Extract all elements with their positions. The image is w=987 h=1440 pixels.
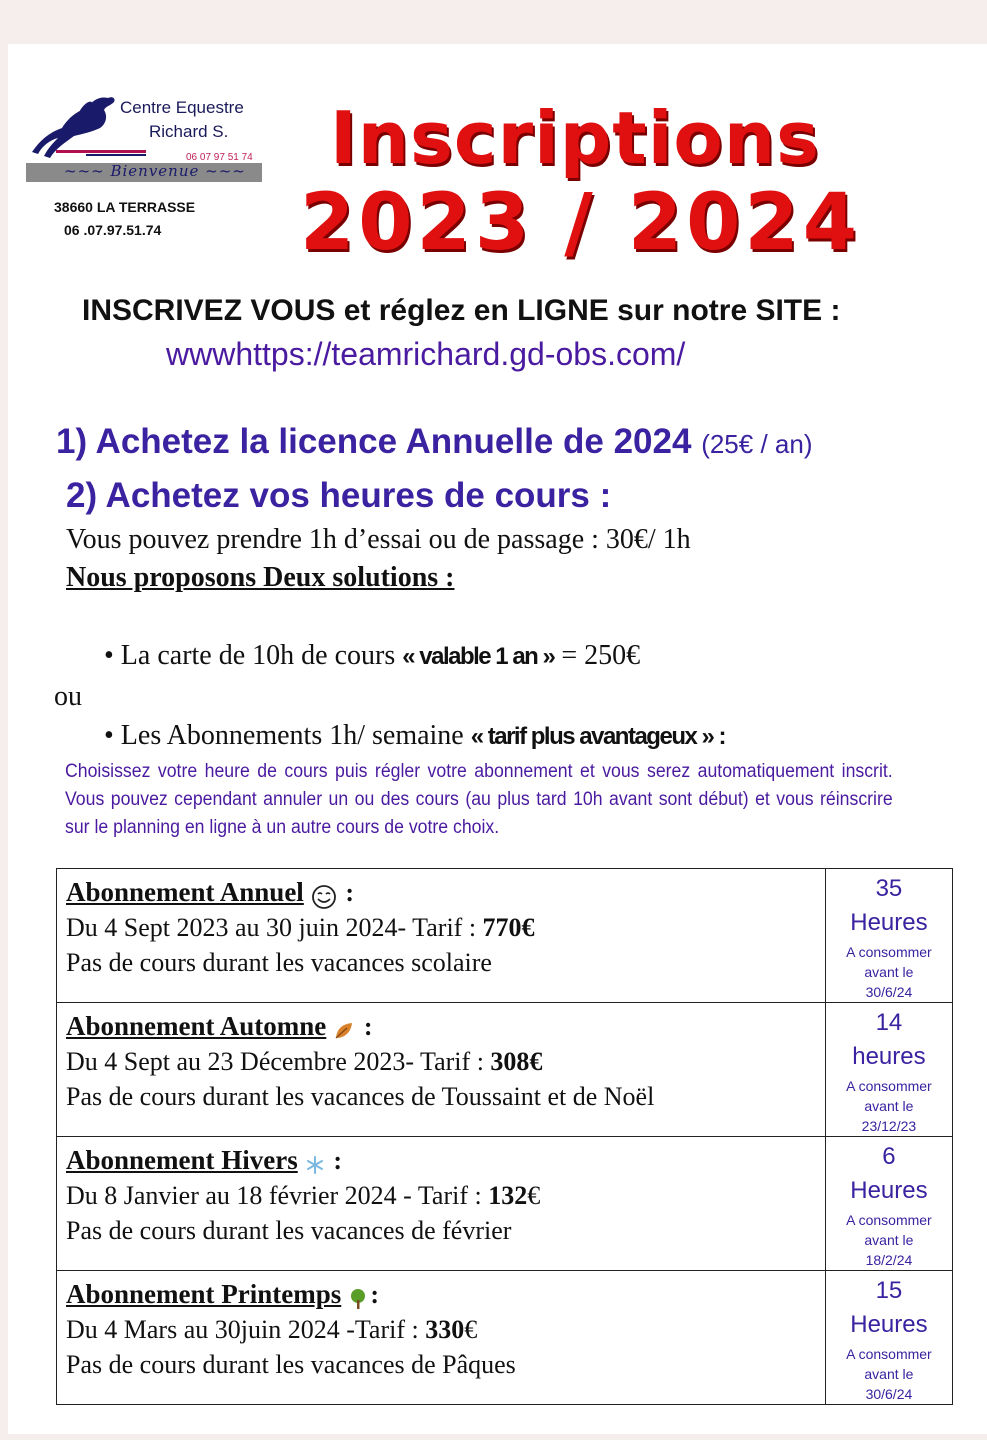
before-label: avant le (864, 964, 914, 980)
option-subscriptions-note: « tarif plus avantageux » : (470, 723, 725, 750)
option-card-price: = 250€ (554, 640, 641, 671)
period-text: Du 8 Janvier au 18 février 2024 - Tarif : (66, 1181, 489, 1210)
subscription-description (57, 1271, 826, 1405)
option-card-label: • La carte de 10h de cours (104, 640, 403, 671)
website-link[interactable]: wwwhttps://teamrichard.gd-obs.com/ (166, 336, 686, 372)
subscription-title: Abonnement Automne (66, 1011, 327, 1041)
expiry-date: 30/6/24 (865, 1386, 913, 1402)
subscription-hours (825, 1271, 952, 1405)
subscription-title: Abonnement Annuel (66, 877, 304, 907)
register-online-text: INSCRIVEZ VOUS et réglez en LIGNE sur notre SITE : (82, 294, 841, 327)
subscription-description (57, 1003, 826, 1137)
step-1-price: (25€ / an) (701, 429, 813, 459)
title-colon: : (357, 1012, 373, 1041)
subscription-price: 308€ (490, 1047, 543, 1076)
subscription-description (57, 1137, 826, 1271)
subscription-row (57, 1137, 953, 1271)
address-city: 38660 LA TERRASSE (54, 199, 196, 215)
subscription-period (66, 1178, 825, 1213)
subscription-note: Pas de cours durant les vacances de Pâques (66, 1350, 516, 1379)
price-unit: € (527, 1181, 541, 1210)
subscription-title: Abonnement Hivers (66, 1145, 298, 1175)
title-colon: : (338, 878, 355, 907)
subscription-details: Choisissez votre heure de cours puis régler votre abonnement et vous serez automatiquement inscrit. Vous pouvez cependant annuler un ou des cours (au plus tard 10h avant sont début) et vous réinscrire sur le planning en ligne à un autre cours de votre choix. (65, 761, 893, 838)
expiry-date: 23/12/23 (861, 1118, 917, 1134)
before-label: avant le (864, 1098, 914, 1114)
hours-count: 15 (875, 1277, 903, 1304)
subscription-row (57, 1003, 953, 1137)
trial-lesson-text: Vous pouvez prendre 1h d’essai ou de passage : 30€/ 1h (66, 524, 691, 555)
tree-icon (346, 1288, 370, 1307)
subscription-note: Pas de cours durant les vacances scolaire (66, 948, 492, 977)
subscription-description (57, 869, 826, 1003)
subscription-period (66, 910, 825, 945)
before-label: avant le (864, 1366, 914, 1382)
consume-label: A consommer (846, 1212, 932, 1228)
flyer-page (8, 44, 987, 1434)
subscription-note: Pas de cours durant les vacances de février (66, 1216, 512, 1245)
club-logo (26, 92, 266, 190)
leaf-icon (331, 1020, 357, 1039)
subscription-hours (825, 869, 952, 1003)
expiry-date: 18/2/24 (865, 1252, 913, 1268)
subscription-period (66, 1312, 825, 1347)
solutions-heading: Nous proposons Deux solutions : (66, 562, 455, 593)
smile-icon (309, 886, 339, 905)
step-1 (56, 422, 812, 462)
step-2: 2) Achetez vos heures de cours : (66, 476, 612, 515)
subscriptions-table (56, 868, 953, 1405)
expiry-date: 30/6/24 (865, 984, 913, 1000)
subscription-row (57, 1271, 953, 1405)
subscription-period (66, 1044, 825, 1079)
hours-label: Heures (850, 1311, 928, 1338)
title-colon: : (370, 1280, 380, 1309)
subscription-title: Abonnement Printemps (66, 1279, 342, 1309)
logo-title-line1: Centre Equestre (120, 98, 244, 117)
season-title: 2023 / 2024 (300, 178, 861, 268)
subscription-price: 330 (425, 1315, 465, 1344)
subscription-price: 770€ (482, 913, 535, 942)
period-text: Du 4 Sept au 23 Décembre 2023- Tarif : (66, 1047, 491, 1076)
or-separator: ou (54, 681, 82, 712)
hours-label: heures (852, 1043, 926, 1070)
subscription-hours (825, 1137, 952, 1271)
consume-label: A consommer (846, 1078, 932, 1094)
main-title: Inscriptions (330, 96, 820, 180)
consume-label: A consommer (846, 944, 932, 960)
hours-count: 14 (875, 1009, 903, 1036)
step-1-text: 1) Achetez la licence Annuelle de 2024 (56, 422, 702, 461)
subscription-row (57, 869, 953, 1003)
before-label: avant le (864, 1232, 914, 1248)
subscription-hours (825, 1003, 952, 1137)
price-unit: € (464, 1315, 478, 1344)
consume-label: A consommer (846, 1346, 932, 1362)
logo-title-line2: Richard S. (149, 122, 229, 141)
hours-label: Heures (850, 1177, 928, 1204)
hours-label: Heures (850, 909, 928, 936)
option-card-10h (104, 640, 640, 672)
logo-welcome: ~~~ Bienvenue ~~~ (64, 162, 246, 180)
period-text: Du 4 Sept 2023 au 30 juin 2024- Tarif : (66, 913, 483, 942)
option-card-validity: « valable 1 an » (402, 643, 555, 670)
address-phone: 06 .07.97.51.74 (64, 222, 162, 238)
snowflake-icon (303, 1154, 327, 1173)
title-colon: : (326, 1146, 343, 1175)
period-text: Du 4 Mars au 30juin 2024 -Tarif : (66, 1315, 426, 1344)
option-subscriptions-label: • Les Abonnements 1h/ semaine (104, 720, 471, 751)
hours-count: 6 (882, 1143, 896, 1170)
hours-count: 35 (875, 875, 903, 902)
subscription-note: Pas de cours durant les vacances de Toussaint et de Noël (66, 1082, 655, 1111)
logo-phone: 06 07 97 51 74 (186, 152, 253, 163)
subscription-price: 132 (488, 1181, 528, 1210)
option-subscriptions (104, 720, 725, 752)
